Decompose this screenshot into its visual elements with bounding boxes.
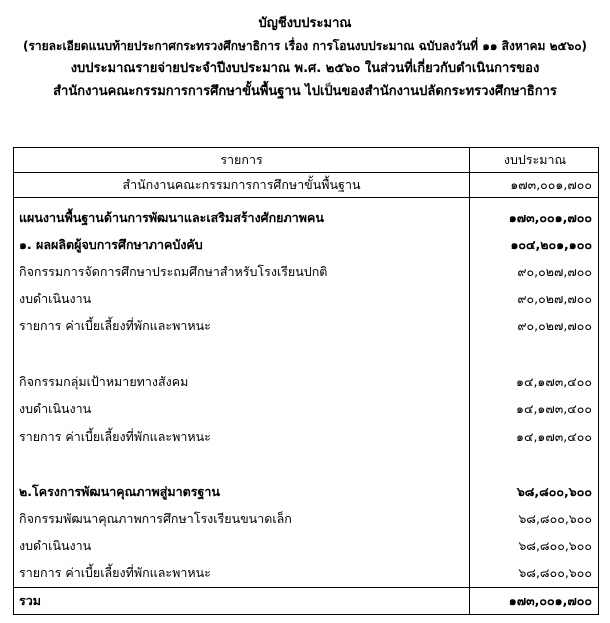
document-heading-line4: สำนักงานคณะกรรมการการศึกษาขั้นพื้นฐาน ไปเป็นของสำนักงานปลัดกระทรวงศึกษาธิการ (53, 84, 557, 99)
activity-2-budget-label: งบดำเนินงาน (19, 401, 92, 416)
column-header-budget: งบประมาณ (503, 152, 567, 167)
activity-1-item-label: รายการ ค่าเบี้ยเลี้ยงที่พักและพาหนะ (19, 318, 211, 333)
header-divider (14, 172, 598, 173)
activity-3-budget-label: งบดำเนินงาน (19, 538, 92, 553)
column-divider (469, 148, 470, 614)
plan-amount: ๑๗๓,๐๐๑,๗๐๐ (508, 210, 592, 225)
activity-2-item-amount: ๑๔,๑๗๓,๔๐๐ (516, 429, 592, 444)
project-2-amount: ๖๘,๘๐๐,๖๐๐ (516, 484, 592, 499)
document-title: บัญชีงบประมาณ (258, 16, 352, 31)
activity-3-amount: ๖๘,๘๐๐,๖๐๐ (518, 511, 592, 526)
budget-table (13, 147, 599, 615)
document-heading-line3: งบประมาณรายจ่ายประจำปีงบประมาณ พ.ศ. ๒๕๖๐ ในส่วนที่เกี่ยวกับดำเนินการของ (70, 61, 540, 76)
total-divider (14, 587, 598, 588)
activity-3-item-amount: ๖๘,๘๐๐,๖๐๐ (518, 565, 592, 580)
activity-2-amount: ๑๔,๑๗๓,๔๐๐ (516, 374, 592, 389)
plan-label: แผนงานพื้นฐานด้านการพัฒนาและเสริมสร้างศักยภาพคน (19, 210, 324, 225)
activity-1-budget-amount: ๙๐,๐๒๗,๗๐๐ (517, 291, 592, 306)
activity-2-label: กิจกรรมกลุ่มเป้าหมายทางสังคม (19, 374, 189, 389)
agency-divider (14, 197, 598, 198)
activity-3-budget-amount: ๖๘,๘๐๐,๖๐๐ (518, 538, 592, 553)
activity-3-label: กิจกรรมพัฒนาคุณภาพการศึกษาโรงเรียนขนาดเล็ก (19, 511, 292, 526)
total-amount: ๑๗๓,๐๐๑,๗๐๐ (508, 593, 592, 608)
activity-1-label: กิจกรรมการจัดการศึกษาประถมศึกษาสำหรับโรงเรียนปกติ (19, 264, 328, 279)
project-2-label: ๒.โครงการพัฒนาคุณภาพสู่มาตรฐาน (19, 484, 220, 499)
agency-amount: ๑๗๓,๐๐๑,๗๐๐ (510, 177, 592, 192)
activity-3-item-label: รายการ ค่าเบี้ยเลี้ยงที่พักและพาหนะ (19, 565, 211, 580)
activity-1-item-amount: ๙๐,๐๒๗,๗๐๐ (517, 318, 592, 333)
column-header-item: รายการ (220, 152, 263, 167)
agency-label: สำนักงานคณะกรรมการการศึกษาขั้นพื้นฐาน (122, 177, 361, 192)
output-1-label: ๑. ผลผลิตผู้จบการศึกษาภาคบังคับ (19, 237, 203, 252)
activity-2-item-label: รายการ ค่าเบี้ยเลี้ยงที่พักและพาหนะ (19, 429, 211, 444)
document-subtitle: (รายละเอียดแนบท้ายประกาศกระทรวงศึกษาธิการ เรื่อง การโอนงบประมาณ ฉบับลงวันที่ ๑๑ สิงหาคม ๒๕๖๐) (22, 39, 588, 53)
total-label: รวม (19, 593, 41, 608)
activity-1-amount: ๙๐,๐๒๗,๗๐๐ (517, 264, 592, 279)
activity-1-budget-label: งบดำเนินงาน (19, 291, 92, 306)
activity-2-budget-amount: ๑๔,๑๗๓,๔๐๐ (516, 401, 592, 416)
output-1-amount: ๑๐๔,๒๐๑,๑๐๐ (510, 237, 592, 252)
